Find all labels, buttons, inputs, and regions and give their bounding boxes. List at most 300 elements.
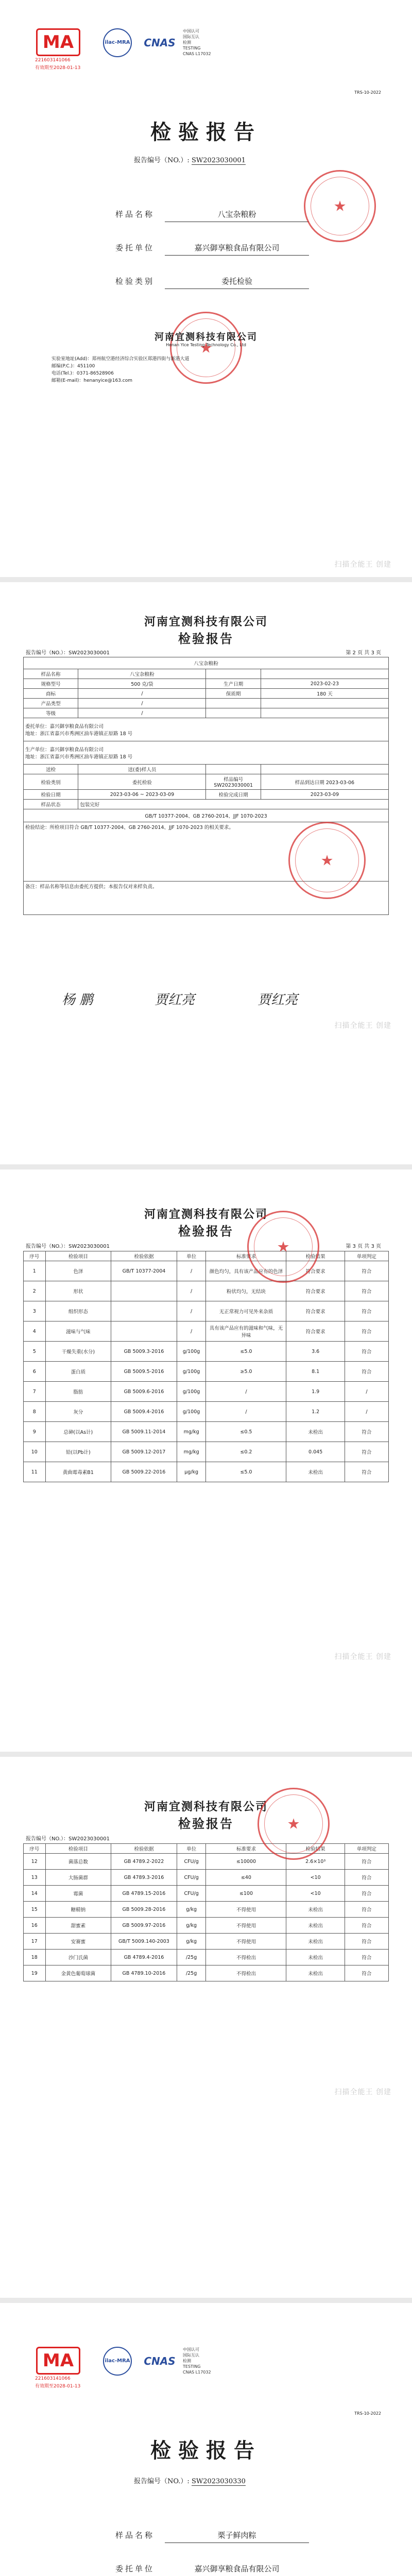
table-row bbox=[24, 765, 389, 774]
report-number bbox=[134, 155, 246, 164]
official-seal-stamp bbox=[288, 822, 366, 899]
table-cell: 菌落总数 bbox=[45, 1854, 111, 1870]
table-cell: 脂肪 bbox=[45, 1382, 111, 1402]
table-cell: GB 5009.4-2016 bbox=[111, 1402, 177, 1422]
table-cell: GB/T 10377-2004 bbox=[111, 1261, 177, 1281]
table-cell: /25g bbox=[177, 1950, 206, 1965]
cnas-text-line: CNAS L17032 bbox=[183, 52, 211, 56]
table-row bbox=[24, 1362, 389, 1382]
table-cell: mg/kg bbox=[177, 1442, 206, 1462]
page-separator bbox=[0, 1164, 412, 1170]
official-seal-stamp bbox=[247, 1211, 319, 1283]
cover-row-sample bbox=[98, 2530, 314, 2545]
table-cell: 形状 bbox=[45, 1281, 111, 1301]
cover-label: 委托单位 bbox=[115, 2564, 154, 2573]
table-cell: 检验结论：所检项目符合 GB/T 10377-2004、GB 2760-2014、JJF 1070-2023 的相关要求。 bbox=[24, 822, 389, 882]
table-cell: 3.6 bbox=[286, 1342, 345, 1362]
table-cell: 生产日期 bbox=[206, 679, 261, 689]
table-cell: 样品状态 bbox=[24, 800, 78, 809]
table-cell: 4 bbox=[24, 1321, 46, 1342]
table-cell: GB 4789.4-2016 bbox=[111, 1950, 177, 1965]
table-cell: 8 bbox=[24, 1402, 46, 1422]
table-cell: 灰分 bbox=[45, 1402, 111, 1422]
cover-value: 八宝杂粮粉 bbox=[165, 209, 309, 222]
table-cell: 15 bbox=[24, 1902, 46, 1918]
column-header: 标准要求 bbox=[206, 1251, 286, 1261]
footer-line: 实验室地址(Add)：郑州航空港经济综合实验区郑港四街与新港大道 bbox=[52, 357, 190, 362]
page-title: 检验报告 bbox=[178, 631, 234, 646]
cover-label: 委托单位 bbox=[115, 243, 154, 252]
table-cell: 2023-03-06 ~ 2023-03-09 bbox=[78, 790, 206, 800]
cnas-text-line: 检测 bbox=[183, 2359, 191, 2363]
arrival-value: 2023-03-06 bbox=[325, 779, 355, 786]
table-cell bbox=[261, 774, 388, 790]
scanner-watermark: 扫描全能王 创建 bbox=[334, 561, 391, 569]
signature: 贾红亮 bbox=[154, 992, 195, 1008]
client-name: 委托单位：嘉兴御享粮食品有限公司 bbox=[25, 724, 104, 730]
company-name: 河南宜测科技有限公司 bbox=[154, 332, 258, 343]
table-cell: 霉菌 bbox=[45, 1886, 111, 1902]
table-row bbox=[24, 1261, 389, 1281]
table-cell: 180 天 bbox=[261, 689, 388, 699]
table-cell: <10 bbox=[286, 1870, 345, 1886]
table-cell bbox=[206, 774, 261, 790]
table-cell: / bbox=[206, 1382, 286, 1402]
table-cell: 检验类别 bbox=[24, 774, 78, 790]
table-row bbox=[24, 809, 389, 822]
cover-row-category bbox=[98, 276, 314, 291]
column-header: 检验项目 bbox=[45, 1844, 111, 1854]
table-cell: 符合 bbox=[345, 1965, 388, 1981]
cover-label: 样品名称 bbox=[115, 2531, 154, 2540]
table-row bbox=[24, 679, 389, 689]
cover-row-client bbox=[98, 242, 314, 258]
page-separator bbox=[0, 2298, 412, 2303]
cover-row-client bbox=[98, 2563, 314, 2576]
table-cell: 符合 bbox=[345, 1281, 388, 1301]
table-cell: 符合 bbox=[345, 1950, 388, 1965]
table-cell: 1 bbox=[24, 1261, 46, 1281]
table-cell bbox=[206, 765, 261, 774]
table-row bbox=[24, 741, 389, 765]
table-cell bbox=[111, 1301, 177, 1321]
table-cell: 送检 bbox=[24, 765, 78, 774]
table-cell bbox=[206, 699, 261, 708]
table-row bbox=[24, 708, 389, 718]
sample-no-label: 样品编号 bbox=[224, 777, 244, 783]
cnas-text-line: TESTING bbox=[183, 46, 201, 50]
table-cell: 0.045 bbox=[286, 1442, 345, 1462]
table-cell: 总砷(以As计) bbox=[45, 1422, 111, 1442]
cover-row-sample bbox=[98, 209, 314, 224]
table-cell: / bbox=[177, 1321, 206, 1342]
table-cell: 组织形态 bbox=[45, 1301, 111, 1321]
table-cell bbox=[261, 699, 388, 708]
column-header: 单项判定 bbox=[345, 1844, 388, 1854]
table-cell: 包装完好 bbox=[78, 800, 389, 809]
table-cell: 9 bbox=[24, 1422, 46, 1442]
table-cell: / bbox=[78, 708, 206, 718]
table-row bbox=[24, 1965, 389, 1981]
column-header: 单位 bbox=[177, 1844, 206, 1854]
table-cell: 等级 bbox=[24, 708, 78, 718]
table-cell bbox=[261, 765, 388, 774]
table-cell: 粉状均匀，无结块 bbox=[206, 1281, 286, 1301]
cma-logo: MA bbox=[36, 28, 80, 56]
table-row bbox=[24, 1854, 389, 1870]
table-row bbox=[24, 1950, 389, 1965]
cma-valid: 有效期至2028-01-13 bbox=[35, 2384, 81, 2389]
scanner-watermark: 扫描全能王 创建 bbox=[334, 1653, 391, 1661]
table-row bbox=[24, 1301, 389, 1321]
table-cell: 规格型号 bbox=[24, 679, 78, 689]
sample-no-value: SW2023030001 bbox=[214, 783, 253, 788]
table-cell: 未检出 bbox=[286, 1462, 345, 1482]
table-cell: GB 5009.97-2016 bbox=[111, 1918, 177, 1934]
table-cell: 符合 bbox=[345, 1442, 388, 1462]
table-cell: g/100g bbox=[177, 1402, 206, 1422]
table-cell: / bbox=[345, 1382, 388, 1402]
table-cell: <10 bbox=[286, 1886, 345, 1902]
cma-cert-no: 221603141066 bbox=[35, 2376, 71, 2381]
table-cell: ≥5.0 bbox=[206, 1362, 286, 1382]
report-number: 报告编号（NO.）：SW2023030001 bbox=[26, 1836, 110, 1842]
report-number-label: 报告编号（NO.）: bbox=[134, 157, 190, 164]
table-cell: 7 bbox=[24, 1382, 46, 1402]
form-code: TRS-10-2022 bbox=[354, 90, 381, 95]
table-cell: g/100g bbox=[177, 1342, 206, 1362]
table-cell: GB 4789.2-2022 bbox=[111, 1854, 177, 1870]
cnas-text-line: 中国认可 bbox=[183, 29, 199, 33]
table-cell: 滋味与气味 bbox=[45, 1321, 111, 1342]
report-page-3 bbox=[0, 1170, 412, 1752]
table-row bbox=[24, 1934, 389, 1950]
table-cell: 符合 bbox=[345, 1902, 388, 1918]
column-header: 单位 bbox=[177, 1251, 206, 1261]
table-cell: 符合要求 bbox=[286, 1301, 345, 1321]
cover-label: 检验类别 bbox=[115, 277, 154, 286]
table-row bbox=[24, 657, 389, 669]
footer-line: 邮箱(E-mail)：henanyice@163.com bbox=[52, 378, 132, 383]
table-cell bbox=[111, 1321, 177, 1342]
cover-value: 嘉兴御享粮食品有限公司 bbox=[165, 242, 309, 256]
cnas-logo: CNAS bbox=[144, 2355, 176, 2367]
column-header: 序号 bbox=[24, 1251, 46, 1261]
signature: 杨 鹏 bbox=[62, 992, 93, 1008]
cnas-text-line: CNAS L17032 bbox=[183, 2370, 211, 2375]
table-cell: 符合 bbox=[345, 1362, 388, 1382]
table-cell: g/kg bbox=[177, 1918, 206, 1934]
column-header: 单项判定 bbox=[345, 1251, 388, 1261]
page-number: 第 3 页 共 3 页 bbox=[346, 1244, 381, 1249]
table-row bbox=[24, 1382, 389, 1402]
table-row bbox=[24, 1281, 389, 1301]
client-address: 地址：浙江省嘉兴市秀洲区油车港镇正原路 18 号 bbox=[25, 731, 133, 737]
table-cell: 色泽 bbox=[45, 1261, 111, 1281]
table-cell: 2 bbox=[24, 1281, 46, 1301]
maker-name: 生产单位：嘉兴御享粮食品有限公司 bbox=[25, 747, 104, 753]
table-cell: 送(委)样人员 bbox=[78, 765, 206, 774]
table-row bbox=[24, 1886, 389, 1902]
table-cell bbox=[24, 741, 389, 765]
table-cell: 符合要求 bbox=[286, 1261, 345, 1281]
table-cell: GB 5009.28-2016 bbox=[111, 1902, 177, 1918]
table-cell bbox=[206, 669, 261, 679]
table-header-row bbox=[24, 1251, 389, 1261]
table-cell: 2.6×10³ bbox=[286, 1854, 345, 1870]
report-number-label: 报告编号（NO.）: bbox=[134, 2478, 190, 2485]
table-cell: 不得检出 bbox=[206, 1950, 286, 1965]
column-header: 检验结果 bbox=[286, 1844, 345, 1854]
table-cell bbox=[261, 708, 388, 718]
table-cell: 不得使用 bbox=[206, 1934, 286, 1950]
table-cell: 18 bbox=[24, 1950, 46, 1965]
table-cell: 不得使用 bbox=[206, 1918, 286, 1934]
table-cell: 符合 bbox=[345, 1854, 388, 1870]
table-cell: 符合 bbox=[345, 1918, 388, 1934]
table-cell: ≤0.2 bbox=[206, 1442, 286, 1462]
results-table bbox=[23, 1251, 389, 1482]
cnas-text bbox=[183, 2347, 211, 2375]
table-cell: g/kg bbox=[177, 1934, 206, 1950]
table-cell: 未检出 bbox=[286, 1965, 345, 1981]
report-cover-page-1 bbox=[0, 0, 412, 577]
table-cell: g/100g bbox=[177, 1362, 206, 1382]
table-cell: 大肠菌群 bbox=[45, 1870, 111, 1886]
results-table bbox=[23, 1843, 389, 1981]
scanner-watermark: 扫描全能王 创建 bbox=[334, 2088, 391, 2096]
table-row bbox=[24, 1902, 389, 1918]
page-separator bbox=[0, 577, 412, 582]
company-name-en: Henan Yice Testing Technology Co., Ltd bbox=[166, 343, 246, 347]
table-cell: CFU/g bbox=[177, 1886, 206, 1902]
table-cell: 符合 bbox=[345, 1934, 388, 1950]
table-cell: GB 5009.5-2016 bbox=[111, 1362, 177, 1382]
table-cell: mg/kg bbox=[177, 1422, 206, 1442]
table-cell bbox=[261, 669, 388, 679]
table-cell: 6 bbox=[24, 1362, 46, 1382]
table-cell: GB 4789.3-2016 bbox=[111, 1870, 177, 1886]
official-seal-stamp bbox=[258, 1788, 330, 1860]
table-cell: 16 bbox=[24, 1918, 46, 1934]
report-page-4 bbox=[0, 1757, 412, 2298]
table-cell: 备注：样品名称等信息由委托方提供；本报告仅对来样负责。 bbox=[24, 882, 389, 915]
table-cell: 未检出 bbox=[286, 1934, 345, 1950]
table-cell: 商标 bbox=[24, 689, 78, 699]
cover-label: 样品名称 bbox=[115, 210, 154, 219]
cnas-text-line: 检测 bbox=[183, 40, 191, 45]
table-cell: 符合 bbox=[345, 1886, 388, 1902]
table-header-row bbox=[24, 1844, 389, 1854]
table-cell: ≤10000 bbox=[206, 1854, 286, 1870]
cma-logo: MA bbox=[36, 2347, 80, 2375]
cover-value: 栗子鲜肉粽 bbox=[165, 2530, 309, 2543]
report-page-2 bbox=[0, 582, 412, 1164]
scanner-watermark: 扫描全能王 创建 bbox=[334, 1022, 391, 1030]
table-cell: CFU/g bbox=[177, 1854, 206, 1870]
report-number-value: SW2023030330 bbox=[191, 2478, 246, 2485]
signature: 贾红亮 bbox=[258, 992, 298, 1008]
page-separator bbox=[0, 1752, 412, 1757]
table-row bbox=[24, 800, 389, 809]
column-header: 序号 bbox=[24, 1844, 46, 1854]
form-code: TRS-10-2022 bbox=[354, 2411, 381, 2416]
table-cell: 八宝杂粮粉 bbox=[78, 669, 206, 679]
table-cell: 颜色均匀，具有该产品应有的色泽 bbox=[206, 1261, 286, 1281]
table-cell: 500 克/袋 bbox=[78, 679, 206, 689]
table-cell: 符合 bbox=[345, 1462, 388, 1482]
table-cell: 符合 bbox=[345, 1422, 388, 1442]
table-cell: GB 5009.12-2017 bbox=[111, 1442, 177, 1462]
table-cell: GB 5009.22-2016 bbox=[111, 1462, 177, 1482]
table-cell: 黄曲霉毒素B1 bbox=[45, 1462, 111, 1482]
footer-contact bbox=[52, 355, 189, 384]
table-cell: 未检出 bbox=[286, 1918, 345, 1934]
ilac-mra-logo: ilac-MRA bbox=[103, 28, 132, 57]
table-cell: / bbox=[345, 1402, 388, 1422]
table-cell: GB/T 10377-2004、GB 2760-2014、JJF 1070-2023 bbox=[24, 809, 389, 822]
table-cell: 10 bbox=[24, 1442, 46, 1462]
table-cell: 安赛蜜 bbox=[45, 1934, 111, 1950]
table-row bbox=[24, 1321, 389, 1342]
table-cell: / bbox=[177, 1301, 206, 1321]
table-cell: 符合要求 bbox=[286, 1321, 345, 1342]
table-cell: 蛋白质 bbox=[45, 1362, 111, 1382]
table-cell: 检验完成日期 bbox=[206, 790, 261, 800]
table-cell: GB 4789.10-2016 bbox=[111, 1965, 177, 1981]
table-cell: 19 bbox=[24, 1965, 46, 1981]
ilac-mra-logo: ilac-MRA bbox=[103, 2347, 132, 2376]
table-row bbox=[24, 699, 389, 708]
table-cell: 沙门氏菌 bbox=[45, 1950, 111, 1965]
table-cell: 产品类型 bbox=[24, 699, 78, 708]
table-cell: GB/T 5009.140-2003 bbox=[111, 1934, 177, 1950]
table-row bbox=[24, 1870, 389, 1886]
table-row bbox=[24, 1918, 389, 1934]
table-cell: CFU/g bbox=[177, 1870, 206, 1886]
table-cell: 3 bbox=[24, 1301, 46, 1321]
table-cell: ≤5.0 bbox=[206, 1462, 286, 1482]
table-row bbox=[24, 774, 389, 790]
report-number-value: SW2023030001 bbox=[191, 157, 246, 164]
report-number bbox=[134, 2476, 246, 2485]
table-cell: 保质期 bbox=[206, 689, 261, 699]
table-cell: 13 bbox=[24, 1870, 46, 1886]
company-header: 河南宜测科技有限公司 bbox=[144, 615, 268, 629]
table-cell: 符合 bbox=[345, 1321, 388, 1342]
footer-line: 电话(Tel.)：0371-86528906 bbox=[52, 371, 114, 376]
table-cell: / bbox=[177, 1281, 206, 1301]
table-cell: 符合 bbox=[345, 1342, 388, 1362]
table-row bbox=[24, 1402, 389, 1422]
table-cell bbox=[24, 718, 389, 741]
arrival-label: 样品到达日期 bbox=[295, 779, 324, 786]
table-cell: / bbox=[206, 1402, 286, 1422]
table-cell: 12 bbox=[24, 1854, 46, 1870]
cover-value: 嘉兴御享粮食品有限公司 bbox=[165, 2563, 309, 2576]
column-header: 检验依据 bbox=[111, 1251, 177, 1261]
table-cell: 无正常视力可见外来杂质 bbox=[206, 1301, 286, 1321]
table-cell: 糖精钠 bbox=[45, 1902, 111, 1918]
table-cell: 5 bbox=[24, 1342, 46, 1362]
page-title: 检验报告 bbox=[178, 1224, 234, 1239]
table-row bbox=[24, 669, 389, 679]
cnas-text bbox=[183, 28, 211, 57]
column-header: 检验项目 bbox=[45, 1251, 111, 1261]
footer-line: 邮编(P.C.)：451100 bbox=[52, 364, 95, 369]
table-cell bbox=[206, 708, 261, 718]
company-header: 河南宜测科技有限公司 bbox=[144, 1208, 268, 1221]
table-cell: 符合要求 bbox=[286, 1281, 345, 1301]
table-cell: 八宝杂粮粉 bbox=[24, 657, 389, 669]
cnas-text-line: TESTING bbox=[183, 2364, 201, 2369]
table-cell: ≤40 bbox=[206, 1870, 286, 1886]
table-cell: 未检出 bbox=[286, 1422, 345, 1442]
column-header: 检验依据 bbox=[111, 1844, 177, 1854]
report-number: 报告编号（NO.）：SW2023030001 bbox=[26, 1244, 110, 1249]
table-cell: 1.9 bbox=[286, 1382, 345, 1402]
table-cell: 金黄色葡萄球菌 bbox=[45, 1965, 111, 1981]
table-cell: μg/kg bbox=[177, 1462, 206, 1482]
table-cell: / bbox=[78, 689, 206, 699]
table-cell: 铅(以Pb计) bbox=[45, 1442, 111, 1462]
maker-address: 地址：浙江省嘉兴市秀洲区油车港镇正原路 18 号 bbox=[25, 754, 133, 760]
table-row bbox=[24, 1422, 389, 1442]
table-cell: 11 bbox=[24, 1462, 46, 1482]
table-cell: / bbox=[177, 1261, 206, 1281]
column-header: 检验结果 bbox=[286, 1251, 345, 1261]
table-cell: 具有该产品应有的滋味和气味，无异味 bbox=[206, 1321, 286, 1342]
page-number: 第 2 页 共 3 页 bbox=[346, 650, 381, 656]
report-number: 报告编号（NO.）：SW2023030001 bbox=[26, 650, 110, 656]
cnas-text-line: 国际互认 bbox=[183, 2353, 199, 2358]
cover-value: 委托检验 bbox=[165, 276, 309, 289]
table-cell: 17 bbox=[24, 1934, 46, 1950]
table-cell: 不得检出 bbox=[206, 1965, 286, 1981]
table-row bbox=[24, 1342, 389, 1362]
official-seal-stamp bbox=[304, 170, 376, 242]
table-cell: 甜蜜素 bbox=[45, 1918, 111, 1934]
table-cell: 符合 bbox=[345, 1261, 388, 1281]
cma-valid: 有效期至2028-01-13 bbox=[35, 65, 81, 71]
table-cell: GB 4789.15-2016 bbox=[111, 1886, 177, 1902]
table-cell: 干燥失重(水分) bbox=[45, 1342, 111, 1362]
table-cell: g/kg bbox=[177, 1902, 206, 1918]
table-cell: ≤0.5 bbox=[206, 1422, 286, 1442]
table-cell bbox=[111, 1281, 177, 1301]
table-row bbox=[24, 689, 389, 699]
table-cell: 符合 bbox=[345, 1301, 388, 1321]
table-cell: 未检出 bbox=[286, 1902, 345, 1918]
table-cell: 不得使用 bbox=[206, 1902, 286, 1918]
cma-cert-no: 221603141066 bbox=[35, 58, 71, 63]
table-cell: 符合 bbox=[345, 1870, 388, 1886]
table-cell: 8.1 bbox=[286, 1362, 345, 1382]
report-title: 检验报告 bbox=[150, 120, 262, 144]
cnas-text-line: 国际互认 bbox=[183, 35, 199, 39]
report-title: 检验报告 bbox=[150, 2438, 262, 2463]
table-row bbox=[24, 1442, 389, 1462]
table-cell: ≤5.0 bbox=[206, 1342, 286, 1362]
table-cell: 检验日期 bbox=[24, 790, 78, 800]
table-cell: ≤100 bbox=[206, 1886, 286, 1902]
page-title: 检验报告 bbox=[178, 1816, 234, 1831]
column-header: 标准要求 bbox=[206, 1844, 286, 1854]
table-row bbox=[24, 1462, 389, 1482]
cnas-text-line: 中国认可 bbox=[183, 2347, 199, 2352]
table-cell: 样品名称 bbox=[24, 669, 78, 679]
table-cell: 委托检验 bbox=[78, 774, 206, 790]
